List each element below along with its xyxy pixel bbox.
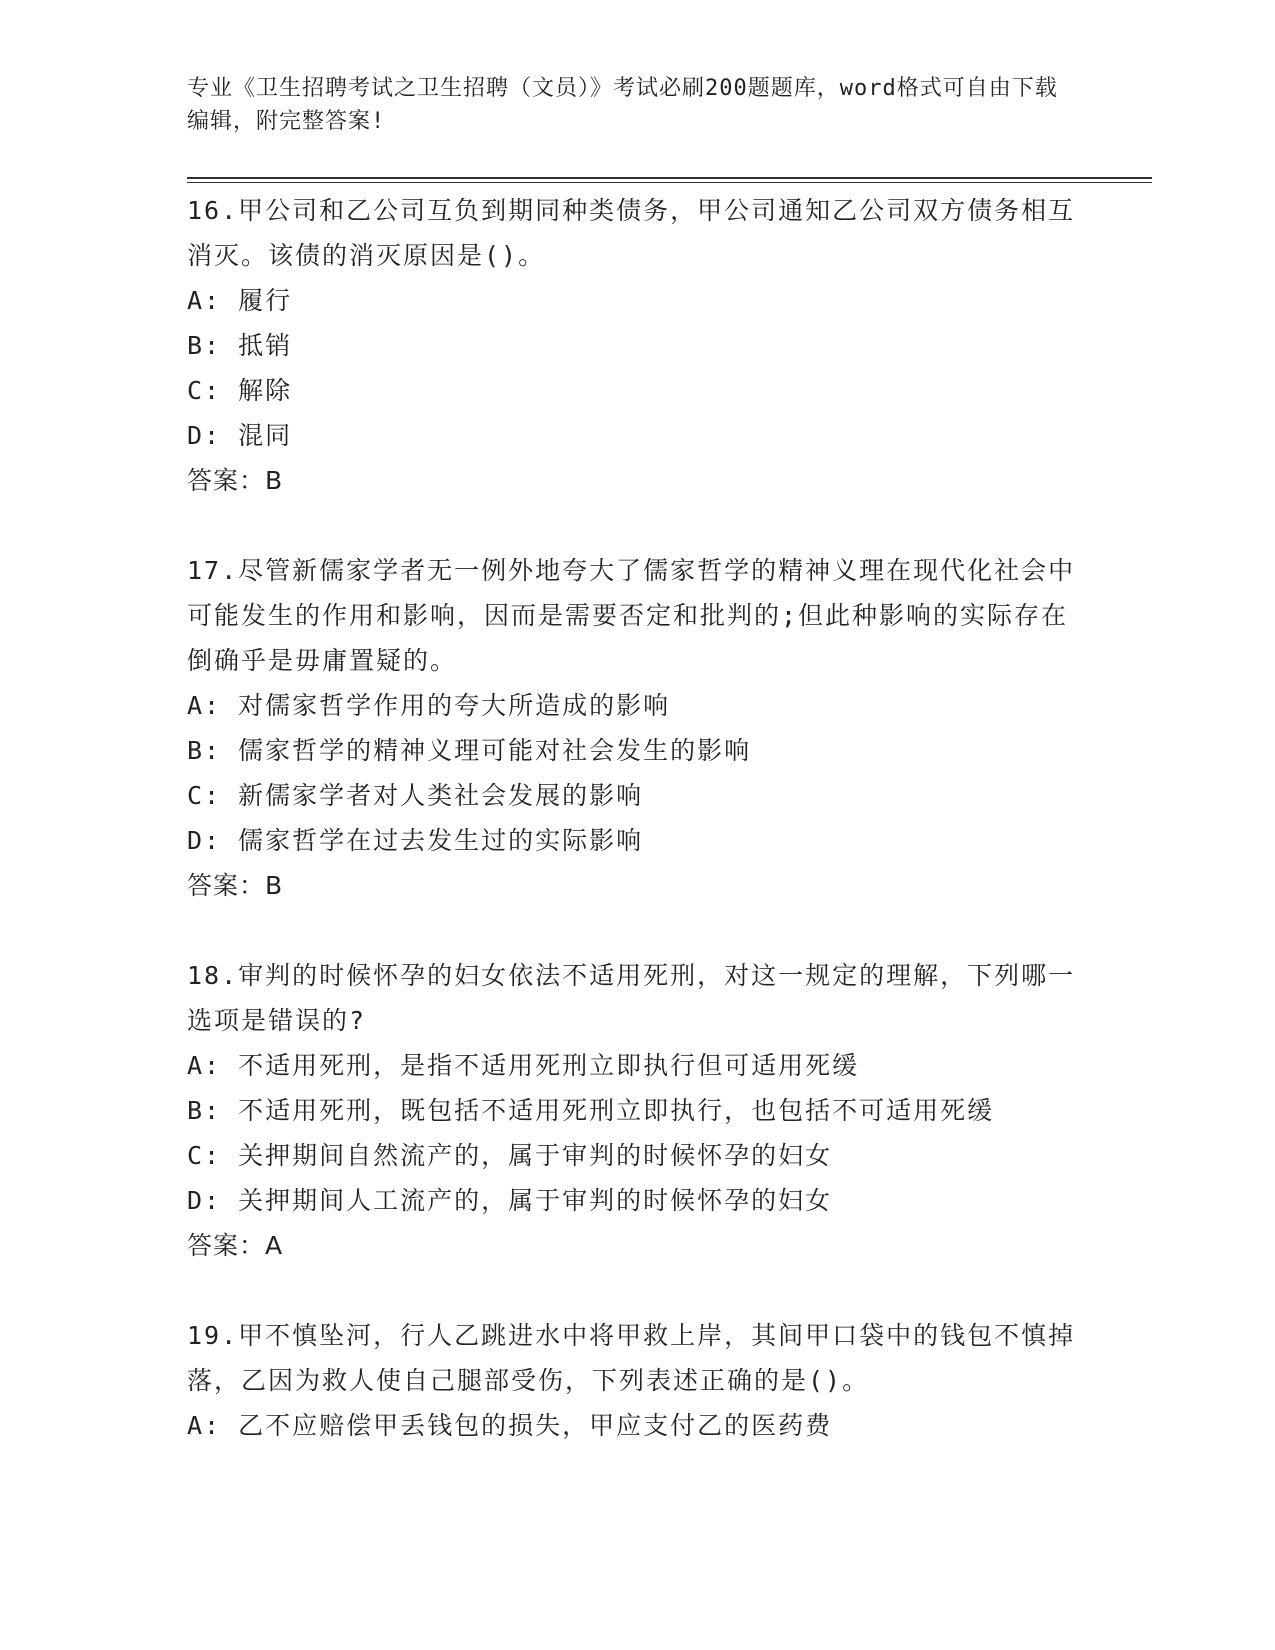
option-b: B: 不适用死刑，既包括不适用死刑立即执行，也包括不可适用死缓 <box>187 1096 995 1125</box>
option-d: D: 儒家哲学在过去发生过的实际影响 <box>187 826 644 855</box>
header-divider-thin <box>187 182 1152 183</box>
header-divider-thick <box>187 177 1152 179</box>
answer-line: 答案：B <box>187 871 284 900</box>
question-stem: 19.甲不慎坠河，行人乙跳进水中将甲救上岸，其间甲口袋中的钱包不慎掉落，乙因为救人使自己腿部受伤，下列表述正确的是()。 <box>187 1321 1076 1395</box>
option-a: A: 乙不应赔偿甲丢钱包的损失，甲应支付乙的医药费 <box>187 1411 833 1440</box>
option-d: D: 混同 <box>187 421 293 450</box>
option-c: C: 解除 <box>187 376 293 405</box>
question-list <box>187 188 1087 1493</box>
option-a: A: 对儒家哲学作用的夸大所造成的影响 <box>187 691 671 720</box>
question-stem: 16.甲公司和乙公司互负到期同种类债务，甲公司通知乙公司双方债务相互消灭。该债的消灭原因是()。 <box>187 196 1076 270</box>
option-b: B: 儒家哲学的精神义理可能对社会发生的影响 <box>187 736 752 765</box>
option-a: A: 不适用死刑，是指不适用死刑立即执行但可适用死缓 <box>187 1051 860 1080</box>
question-19 <box>187 1313 1087 1448</box>
option-c: C: 关押期间自然流产的，属于审判的时候怀孕的妇女 <box>187 1141 833 1170</box>
question-stem: 18.审判的时候怀孕的妇女依法不适用死刑，对这一规定的理解，下列哪一选项是错误的? <box>187 961 1076 1035</box>
option-a: A: 履行 <box>187 286 293 315</box>
question-stem: 17.尽管新儒家学者无一例外地夸大了儒家哲学的精神义理在现代化社会中可能发生的作用和影响，因而是需要否定和批判的;但此种影响的实际存在倒确乎是毋庸置疑的。 <box>187 556 1076 675</box>
document-header: 专业《卫生招聘考试之卫生招聘（文员）》考试必刷200题题库，word格式可自由下载编辑，附完整答案! <box>187 76 1058 134</box>
option-d: D: 关押期间人工流产的，属于审判的时候怀孕的妇女 <box>187 1186 833 1215</box>
question-18 <box>187 953 1087 1268</box>
option-c: C: 新儒家学者对人类社会发展的影响 <box>187 781 644 810</box>
question-17 <box>187 548 1087 908</box>
answer-line: 答案：A <box>187 1231 284 1260</box>
answer-line: 答案：B <box>187 466 284 495</box>
question-16 <box>187 188 1087 503</box>
option-b: B: 抵销 <box>187 331 293 360</box>
